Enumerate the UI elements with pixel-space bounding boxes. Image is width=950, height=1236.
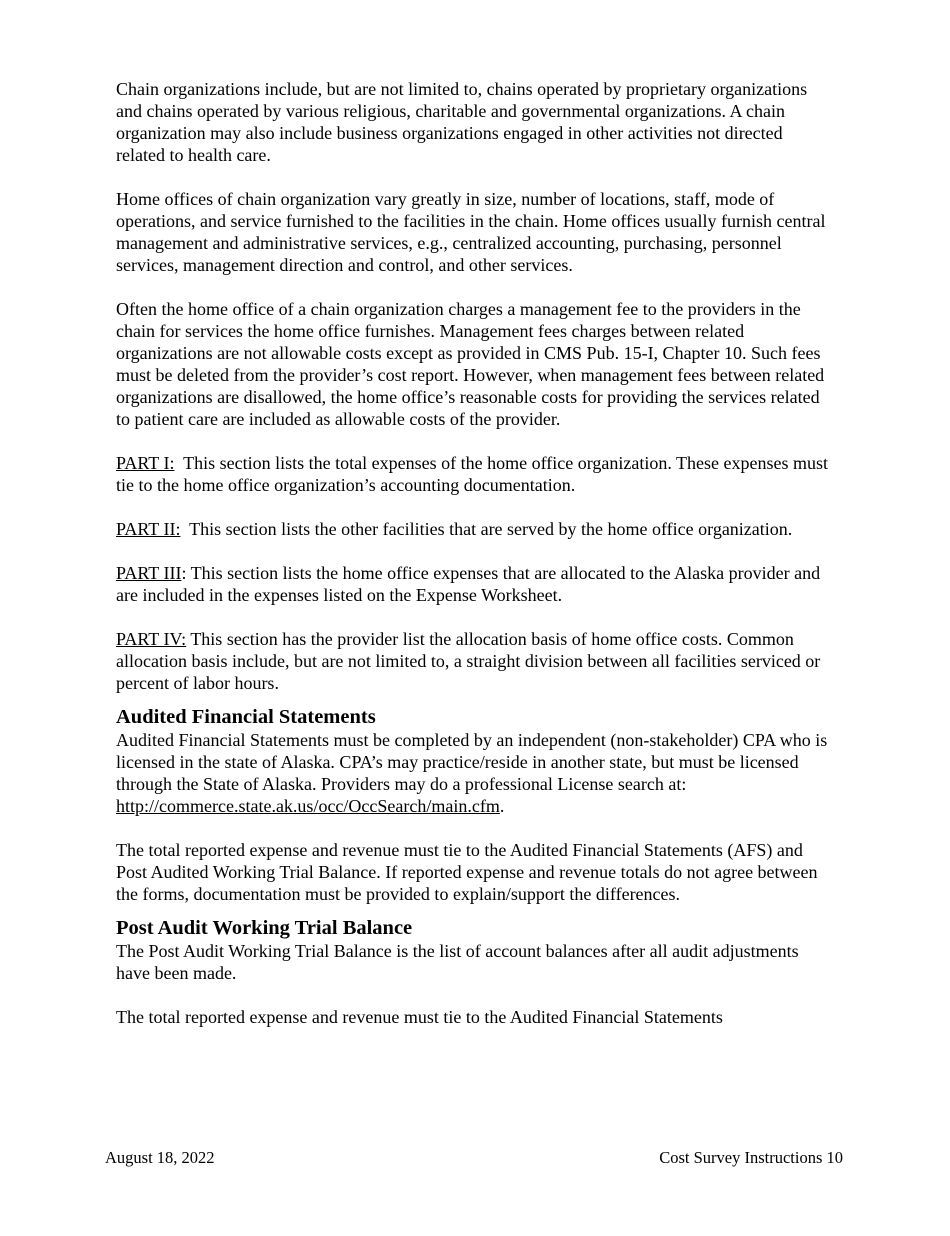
part-4-paragraph [116, 628, 836, 694]
part-3-label: PART III [116, 563, 182, 583]
afs-tie-paragraph: The total reported expense and revenue must tie to the Audited Financial Statements (AFS) and Post Audited Working Trial Balance. If reported expense and revenue totals do not agree between the forms, documentation must be provided to explain/support the differences. [116, 840, 818, 904]
page-footer [105, 1148, 843, 1168]
license-search-link[interactable]: http://commerce.state.ak.us/occ/OccSearch/main.cfm [116, 796, 500, 816]
part-4-text: This section has the provider list the allocation basis of home office costs. Common allocation basis include, but are not limited to, a straight division between all facilities serviced or percent of labor hours. [116, 629, 821, 693]
part-2-text: This section lists the other facilities that are served by the home office organization. [189, 519, 793, 539]
pawtb-paragraph: The Post Audit Working Trial Balance is the list of account balances after all audit adjustments have been made. [116, 941, 799, 983]
part-3-text: : This section lists the home office expenses that are allocated to the Alaska provider and are included in the expenses listed on the Expense Worksheet. [116, 563, 821, 605]
document-body [116, 78, 836, 1028]
home-offices-paragraph: Home offices of chain organization vary greatly in size, number of locations, staff, mode of operations, and service furnished to the facilities in the chain. Home offices usually furnish central management and administrative services, e.g., centralized accounting, purchasing, personnel services, management direction and control, and other services. [116, 189, 826, 275]
part-1-paragraph [116, 452, 836, 496]
footer-date: August 18, 2022 [105, 1148, 215, 1167]
part-2-paragraph [116, 518, 836, 540]
chain-organizations-paragraph: Chain organizations include, but are not limited to, chains operated by proprietary organizations and chains operated by various religious, charitable and governmental organizations. A chain organization may also include business organizations engaged in other activities not directed related to health care. [116, 79, 808, 165]
part-4-label: PART IV: [116, 629, 187, 649]
part-1-text: This section lists the total expenses of the home office organization. These expenses must tie to the home office organization’s accounting documentation. [116, 453, 828, 495]
part-1-label: PART I: [116, 453, 175, 473]
audited-financial-statements-heading: Audited Financial Statements [116, 706, 376, 728]
post-audit-working-trial-balance-heading: Post Audit Working Trial Balance [116, 917, 413, 939]
pawtb-tie-paragraph: The total reported expense and revenue must tie to the Audited Financial Statements [116, 1007, 723, 1027]
part-3-paragraph [116, 562, 836, 606]
afs-paragraph [116, 729, 836, 817]
afs-text: Audited Financial Statements must be completed by an independent (non-stakeholder) CPA who is licensed in the state of Alaska. CPA’s may practice/reside in another state, but must be licensed through the State of Alaska. Providers may do a professional License search at: [116, 730, 828, 794]
management-fee-paragraph: Often the home office of a chain organization charges a management fee to the providers in the chain for services the home office furnishes. Management fees charges between related organizations are not allowable costs except as provided in CMS Pub. 15-I, Chapter 10. Such fees must be deleted from the provider’s cost report. However, when management fees between related organizations are disallowed, the home office’s reasonable costs for providing the services related to patient care are included as allowable costs of the provider. [116, 299, 825, 429]
part-2-label: PART II: [116, 519, 181, 539]
afs-link-suffix: . [499, 796, 505, 816]
footer-page-number: Cost Survey Instructions 10 [659, 1148, 843, 1167]
